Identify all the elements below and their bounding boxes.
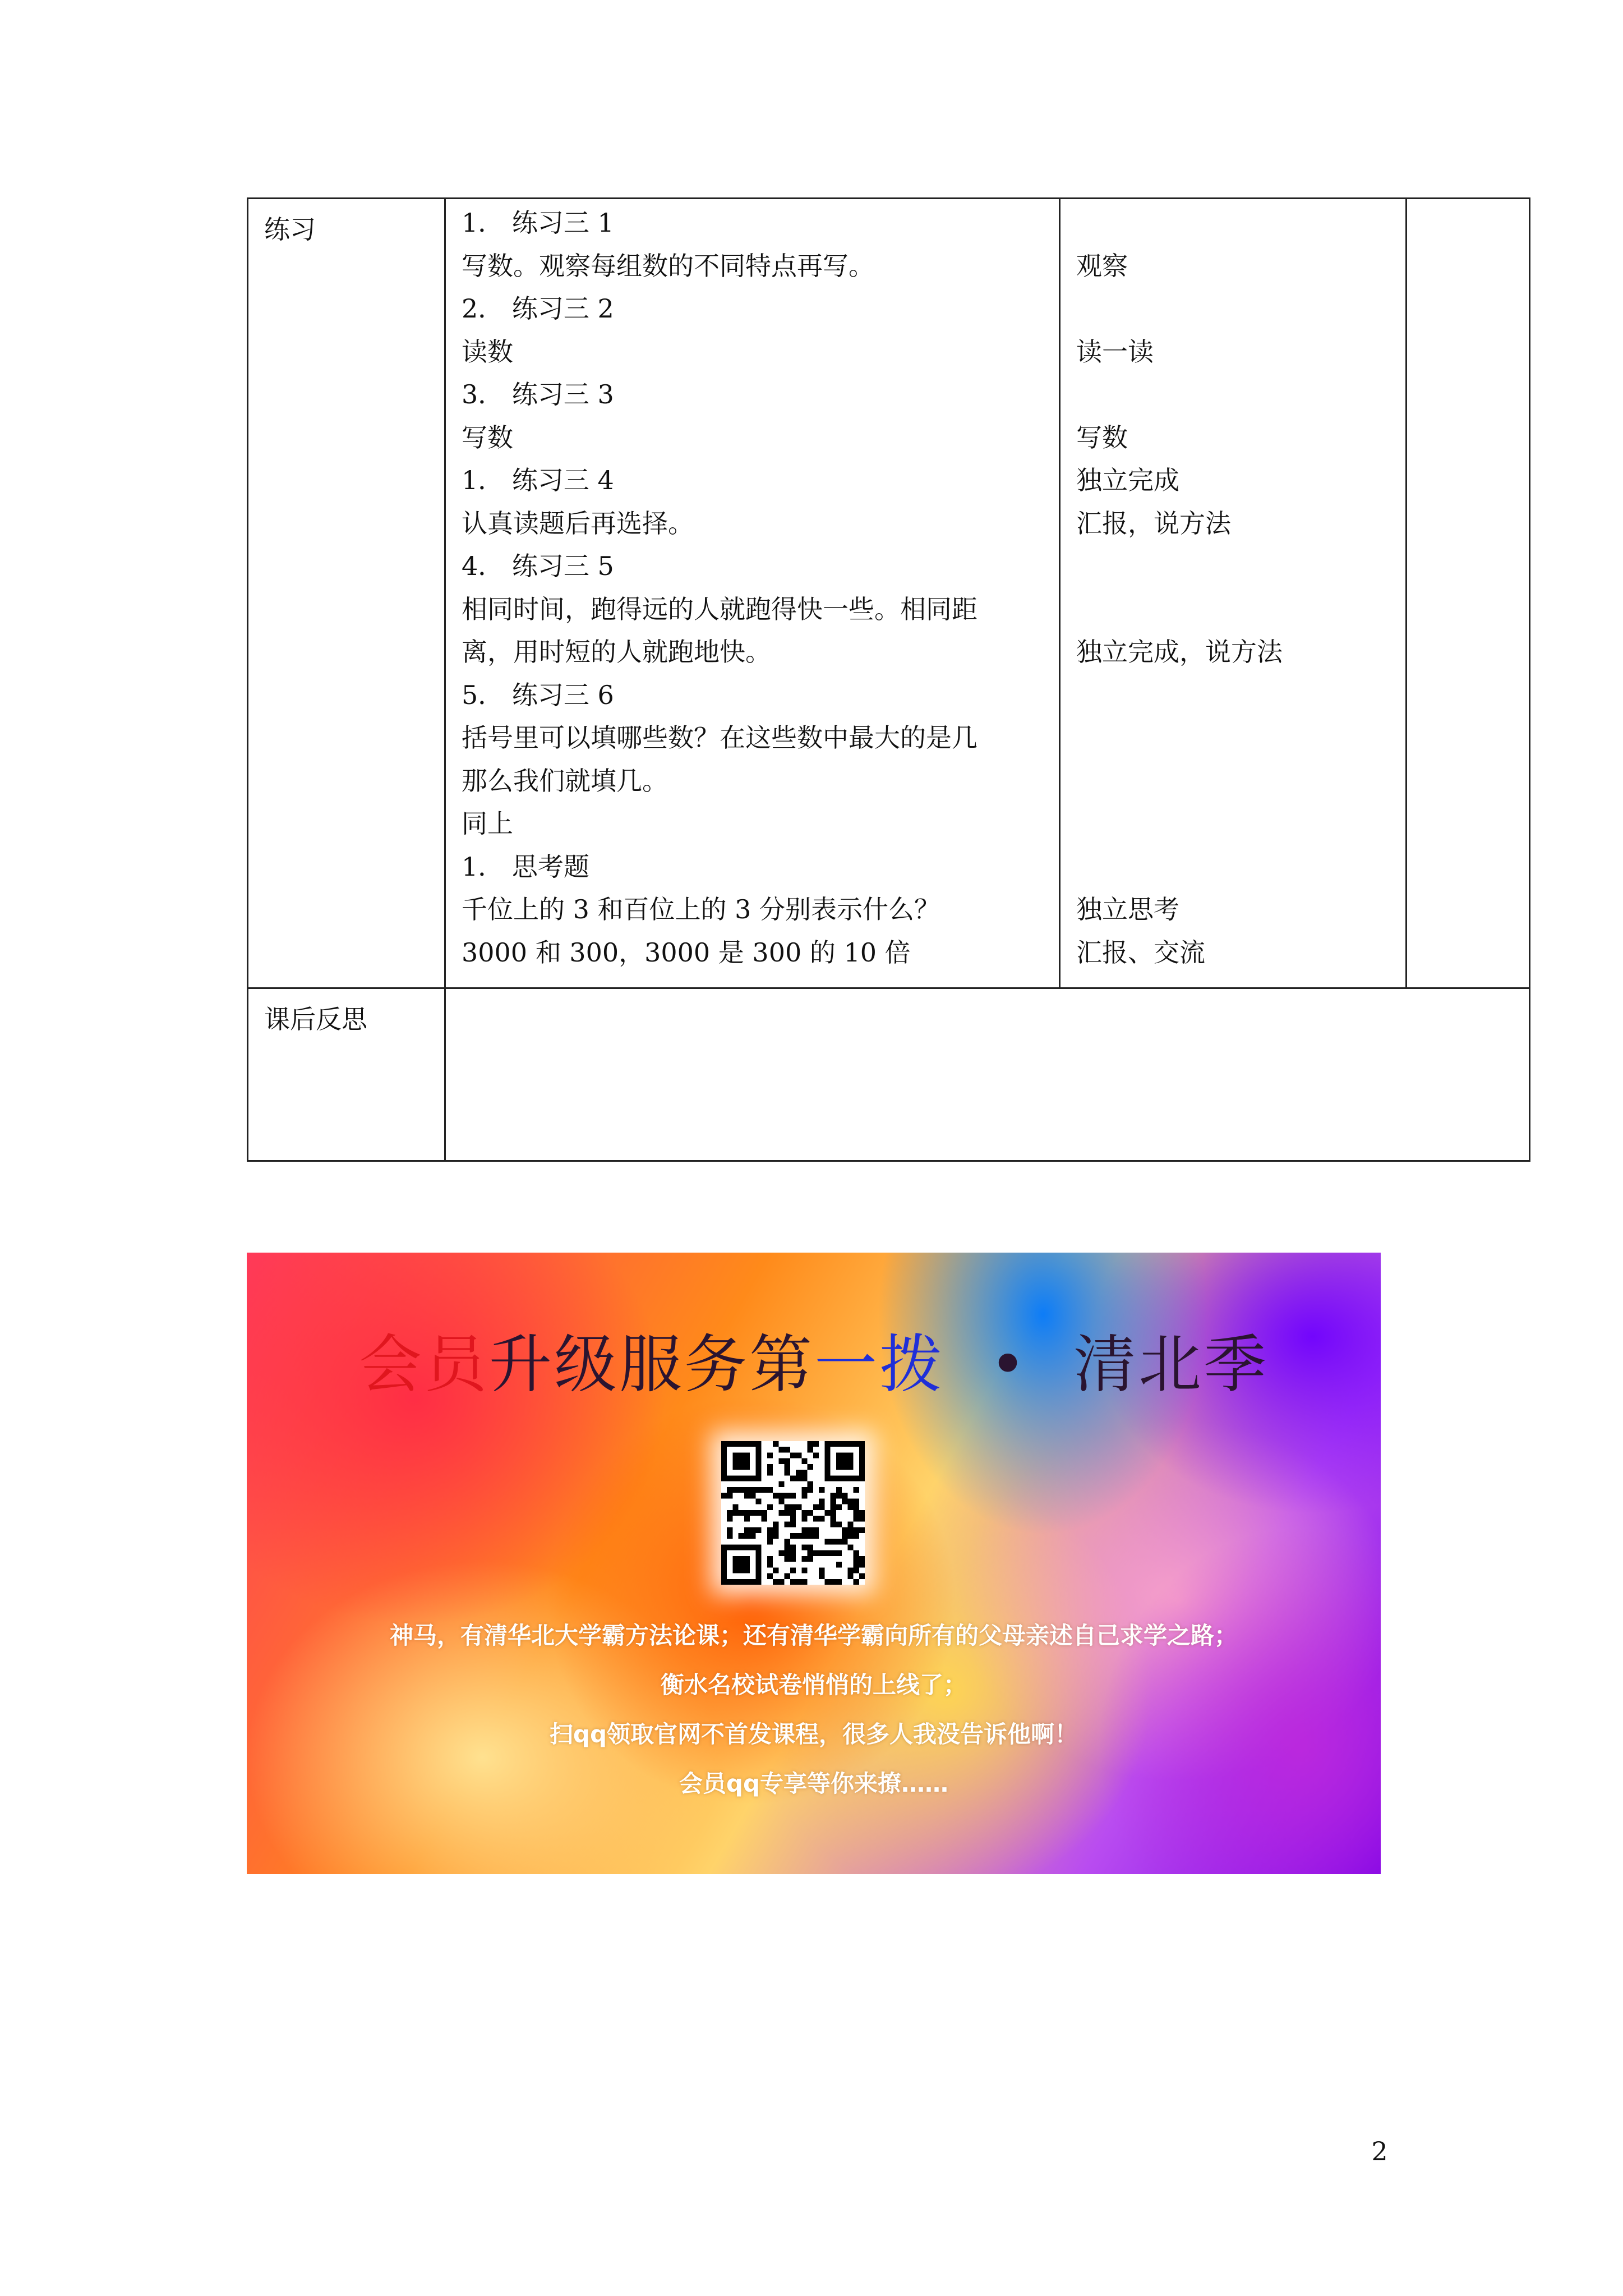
content-line: 2． 练习三 2 [462,293,614,324]
activity-line: 独立思考 [1076,894,1179,924]
banner-line: 会员qq专享等你来撩…… [679,1770,949,1797]
banner-title-red: 会员 [358,1328,489,1401]
content-line: 写数。观察每组数的不同特点再写。 [462,250,874,281]
activity-line: 汇报，说方法 [1076,508,1231,539]
content-line: 4． 练习三 5 [462,551,614,581]
practice-label: 练习 [248,199,445,988]
activity-line: 观察 [1076,250,1128,281]
activity-line [1076,287,1405,330]
content-line: 1． 思考题 [462,851,589,882]
activity-line [1076,674,1405,717]
banner-title-blue: 一拨 [814,1328,944,1401]
banner-line: 扫qq领取官网不首发课程，很多人我没告诉他啊！ [549,1720,1078,1748]
content-line: 1． 练习三 1 [462,208,614,238]
banner-title-season: 清北季 [1073,1328,1269,1401]
reflection-label: 课后反思 [248,988,445,1161]
content-line: 括号里可以填哪些数？在这些数中最大的是几 [462,723,978,753]
reflection-content-cell [445,988,1530,1161]
qr-code-icon[interactable] [721,1441,865,1585]
banner-line: 衡水名校试卷悄悄的上线了； [660,1671,967,1699]
banner-title-separator: • [989,1328,1029,1401]
activity-line [1076,545,1405,588]
activity-line: 独立完成 [1076,465,1179,495]
practice-notes-cell [1407,199,1530,988]
content-line: 认真读题后再选择。 [462,508,694,539]
content-line: 千位上的 3 和百位上的 3 分别表示什么？ [462,894,940,924]
banner-title-main: 升级服务第 [488,1328,814,1401]
banner-title [247,1314,1381,1405]
content-line: 写数 [462,422,513,453]
content-line: 1． 练习三 4 [462,465,614,495]
activity-line [1076,201,1405,245]
practice-content-cell [445,199,1060,988]
page-number: 2 [1371,2136,1388,2166]
content-line: 相同时间，跑得远的人就跑得快一些。相同距 [462,593,978,624]
activity-line: 读一读 [1076,336,1154,367]
membership-banner[interactable] [247,1253,1381,1874]
content-line: 离，用时短的人就跑地快。 [462,637,771,667]
content-line: 5． 练习三 6 [462,679,614,710]
activity-line [1076,716,1405,760]
activity-line: 写数 [1076,422,1128,453]
practice-activity-cell [1060,199,1407,988]
activity-line [1076,373,1405,416]
practice-row [248,199,1530,988]
content-line: 3． 练习三 3 [462,379,614,409]
content-line: 那么我们就填几。 [462,765,668,796]
activity-line: 汇报、交流 [1076,937,1205,968]
activity-line [1076,845,1405,889]
lesson-plan-table [247,197,1530,1162]
qr-code-graphic [721,1441,865,1585]
activity-line [1076,588,1405,631]
content-line: 读数 [462,336,513,367]
content-line: 3000 和 300，3000 是 300 的 10 倍 [462,937,911,968]
content-line: 同上 [462,808,513,839]
activity-line [1076,802,1405,845]
activity-line [1076,760,1405,803]
reflection-row [248,988,1530,1161]
banner-line: 神马，有清华北大学霸方法论课；还有清华学霸向所有的父母亲述自己求学之路； [389,1622,1238,1649]
activity-line: 独立完成，说方法 [1076,637,1283,667]
